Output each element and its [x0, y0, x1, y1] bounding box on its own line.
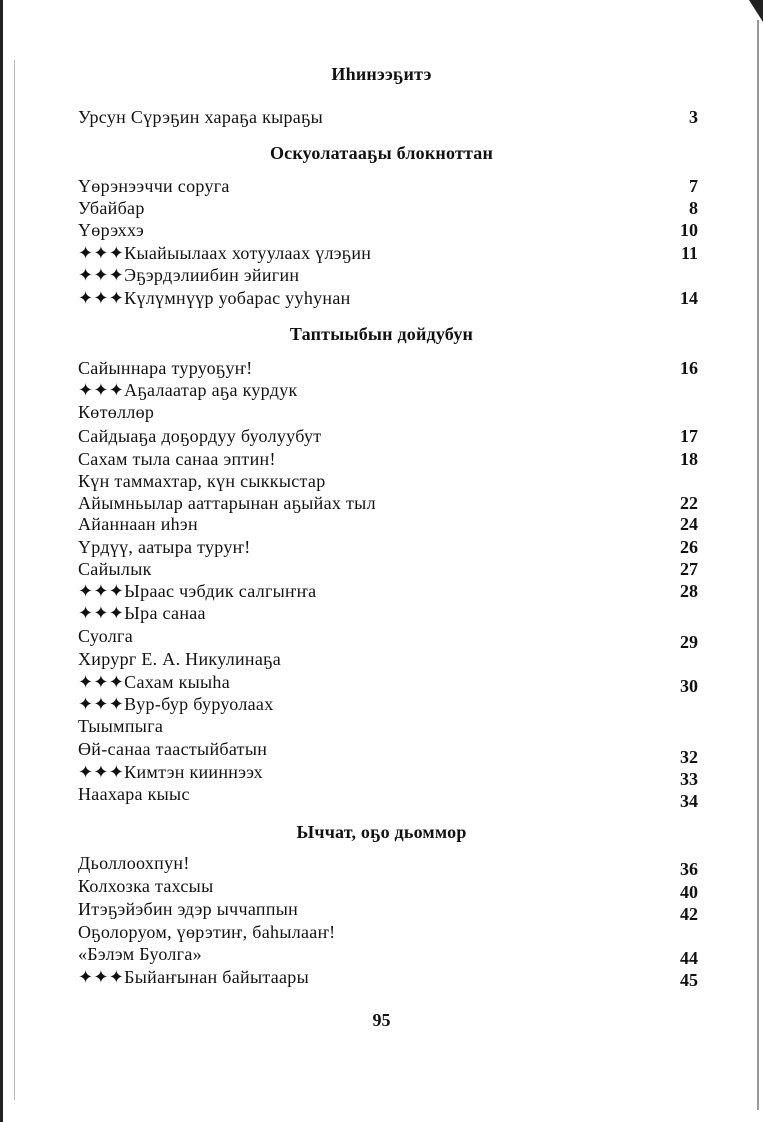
toc-entry — [78, 853, 698, 879]
toc-entry-title: Үөрэххэ — [78, 220, 145, 240]
toc-entry — [78, 402, 698, 424]
toc-entry-page: 10 — [680, 220, 698, 240]
toc-entry-page: 11 — [680, 243, 698, 263]
toc-entry-title: Урсун Сүрэҕин хараҕа кыраҕы — [78, 107, 324, 127]
toc-entry-title: Наахара кыыс — [78, 784, 190, 804]
toc-entry-page: 26 — [680, 537, 698, 557]
toc-entry-title: Өй-санаа таастыйбатын — [78, 739, 268, 759]
toc-entry — [78, 358, 698, 380]
toc-entry-page: 7 — [689, 176, 698, 196]
toc-entry-page: 34 — [680, 791, 698, 811]
toc-entry — [78, 784, 698, 811]
toc-entry-page: 42 — [680, 904, 698, 924]
toc-entry-title: Дьоллоохпун! — [78, 853, 190, 873]
toc-entry — [78, 967, 698, 989]
toc-entry-title: Үрдүү, аатыра туруҥ! — [78, 537, 251, 557]
toc-entry-title: Итэҕэйэбин эдэр ыччаппын — [78, 899, 299, 919]
toc-entry-title: ✦✦✦Күлүмнүүр уобарас ууһунан — [78, 288, 351, 308]
toc-entry — [78, 694, 698, 716]
toc-entry — [78, 449, 698, 471]
toc-entry-page: 40 — [680, 882, 698, 902]
toc-entry-page: 17 — [680, 426, 698, 446]
page-number: 95 — [372, 1010, 391, 1030]
toc-entry — [78, 603, 698, 625]
toc-entry-page: 18 — [680, 449, 698, 469]
toc-entry — [78, 220, 698, 242]
toc-entry-title: Оҕолоруом, үөрэтиҥ, баһылааҥ! — [78, 922, 336, 942]
toc-entry — [78, 243, 698, 265]
page-fold-line — [14, 60, 15, 1100]
toc-entry-title: Убайбар — [78, 198, 145, 218]
toc-entry — [78, 944, 698, 966]
toc-entry-title: Көтөллөр — [78, 402, 155, 422]
toc-entry — [78, 716, 698, 738]
toc-entry — [78, 107, 698, 129]
toc-entry-page: 22 — [680, 493, 698, 513]
toc-entry — [78, 739, 698, 767]
page-binding-edge — [0, 0, 3, 1122]
toc-entry-page: 45 — [680, 970, 698, 990]
toc-entry — [78, 380, 698, 402]
toc-entry-title: Хирург Е. А. Никулинаҕа — [78, 649, 282, 669]
toc-entry — [78, 626, 698, 652]
toc-entry — [78, 288, 698, 310]
toc-entry-title: ✦✦✦Кимтэн кииннээх — [78, 762, 263, 782]
toc-entry-page: 16 — [680, 358, 698, 378]
section-heading: Оскуолатааҕы блокноттан — [269, 143, 494, 163]
toc-entry — [78, 876, 698, 902]
section-heading: Таптыыбын дойдубун — [289, 324, 474, 344]
toc-entry — [78, 762, 698, 789]
toc-entry-page: 30 — [680, 676, 698, 696]
toc-entry — [78, 265, 698, 287]
toc-entry — [78, 514, 698, 536]
toc-entry — [78, 559, 698, 581]
toc-entry — [78, 581, 698, 603]
toc-entry-page: 3 — [689, 107, 698, 127]
toc-entry-title: Колхозка тахсыы — [78, 876, 214, 896]
toc-entry-title: Сайдыаҕа доҕордуу буолуубут — [78, 426, 322, 446]
toc-entry-title: ✦✦✦Ыраас чэбдик салгыҥҥа — [78, 581, 317, 601]
toc-entry-title: ✦✦✦Кыайыылаах хотуулаах үлэҕин — [78, 243, 372, 263]
toc-entry-page: 24 — [680, 514, 698, 534]
toc-entry — [78, 426, 698, 448]
toc-entry-title: Үөрэнээччи соруга — [78, 176, 230, 196]
toc-entry-title: Тыымпыга — [78, 716, 164, 736]
toc-entry-page: 29 — [680, 632, 698, 652]
toc-entry-title: Сайыннара туруоҕуҥ! — [78, 358, 253, 378]
toc-entry-title: ✦✦✦Аҕалаатар аҕа курдук — [78, 380, 298, 400]
section-heading: Ыччат, оҕо дьоммор — [296, 822, 467, 842]
toc-entry-page: 36 — [680, 859, 698, 879]
toc-entry-page: 28 — [680, 581, 698, 601]
toc-entry-page: 27 — [680, 559, 698, 579]
page-corner — [749, 0, 763, 22]
toc-entry-title: «Бэлэм Буолга» — [78, 944, 202, 964]
toc-entry — [78, 672, 698, 694]
toc-entry-title: ✦✦✦Быйаҥынан байытаары — [78, 967, 309, 987]
toc-entry-title: ✦✦✦Эҕэрдэлиибин эйигин — [78, 265, 300, 285]
toc-entry-title: Айаннаан иһэн — [78, 514, 198, 534]
toc-entry — [78, 922, 698, 944]
toc-entry-title: Суолга — [78, 626, 134, 646]
toc-entry-title: Күн таммахтар, күн сыккыстар — [78, 471, 326, 491]
toc-entry — [78, 537, 698, 559]
toc-entry — [78, 649, 698, 671]
toc-entry-page: 14 — [680, 288, 698, 308]
toc-entry-title: Сахам тыла санаа эптин! — [78, 449, 276, 469]
toc-entry-title: Айымньылар ааттарынан аҕыйах тыл — [78, 493, 376, 513]
toc-entry-page: 33 — [680, 769, 698, 789]
toc-entry — [78, 471, 698, 493]
toc-entry — [78, 899, 698, 924]
toc-entry-page: 32 — [680, 747, 698, 767]
toc-entry-title: Сайылык — [78, 559, 152, 579]
toc-entry-title: ✦✦✦Ыра санаа — [78, 603, 206, 623]
toc-entry — [78, 176, 698, 198]
toc-heading: Иһинээҕитэ — [331, 64, 432, 84]
toc-entry — [78, 198, 698, 220]
toc-entry — [78, 493, 698, 515]
toc-entry-title: ✦✦✦Вур-бур буруолаах — [78, 694, 274, 714]
page-right-edge — [757, 20, 759, 1110]
toc-entry-title: ✦✦✦Сахам кыыһа — [78, 672, 231, 692]
toc-entry-page: 8 — [689, 198, 698, 218]
toc-entry-page: 44 — [680, 948, 698, 968]
